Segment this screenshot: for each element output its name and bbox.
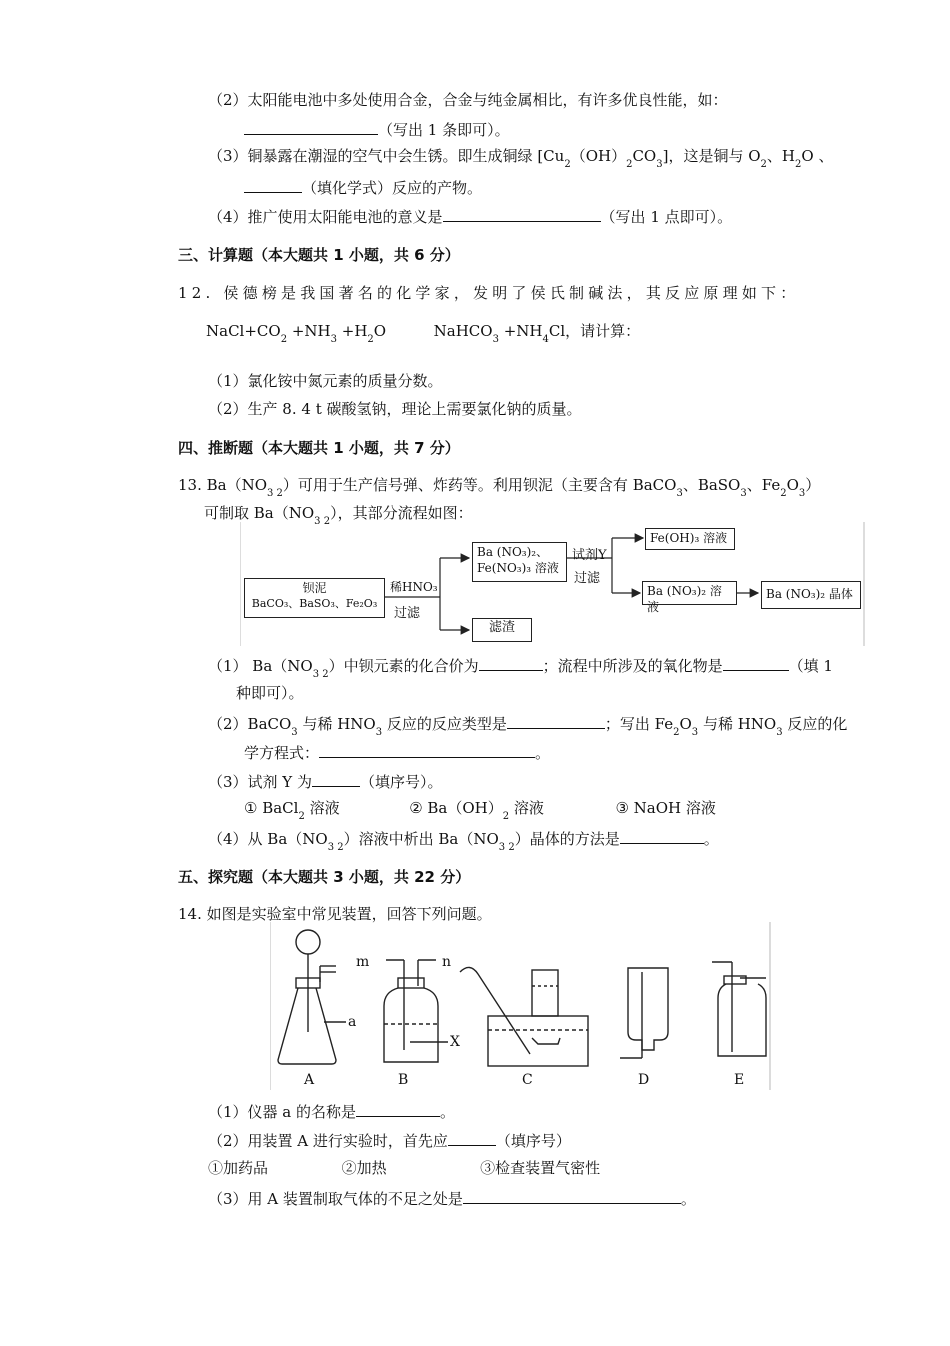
q12-part2: （2）生产 8. 4 t 碳酸氢钠，理论上需要氯化钠的质量。	[208, 400, 582, 418]
text: ② Ba（OH）	[409, 799, 503, 817]
text: （3）试剂 Y 为	[208, 773, 312, 791]
option-1	[244, 799, 340, 822]
text: ；流程中所涉及的氧化物是	[542, 657, 723, 675]
sub-2: 2	[280, 334, 288, 345]
sub-3: 3 2	[327, 842, 344, 853]
text: （填序号）	[495, 1132, 571, 1150]
text: （填 1	[788, 657, 833, 675]
q14-part3	[208, 1187, 696, 1209]
option-1: ①加药品	[208, 1159, 269, 1177]
text: （4）推广使用太阳能电池的意义是	[208, 208, 443, 226]
text: （填化学式）反应的产物。	[302, 179, 483, 197]
apparatus-figure	[270, 922, 772, 1090]
q14-stem: 14. 如图是实验室中常见装置，回答下列问题。	[178, 905, 492, 923]
sub-3: 3	[691, 727, 699, 738]
sub-3: 3	[656, 159, 663, 170]
label-m: m	[356, 954, 370, 970]
flow-box-nitrate-solution	[472, 542, 567, 582]
text: O 、	[801, 147, 834, 165]
q13-stem	[178, 475, 821, 499]
sub-2: 2	[780, 488, 787, 499]
q11-part2-tail: （写出 1 条即可）。	[378, 121, 510, 139]
answer-blank[interactable]	[356, 1100, 440, 1117]
option-3: ③ NaOH 溶液	[615, 799, 716, 817]
text: 。	[535, 744, 551, 762]
q12-equation	[206, 321, 641, 345]
option-2: ②加热	[341, 1159, 387, 1177]
text: （3）铜暴露在潮湿的空气中会生锈。即生成铜绿 [Cu	[208, 147, 565, 165]
flow-label-filter1: 过滤	[394, 606, 421, 621]
text: （4）从 Ba（NO	[208, 830, 328, 848]
text: ）溶液中析出 Ba（NO	[343, 830, 499, 848]
q11-part3	[208, 146, 834, 170]
label-n: n	[442, 954, 452, 970]
text: ）	[805, 476, 821, 494]
q11-part4	[208, 205, 732, 227]
sub-2: 2	[298, 811, 305, 822]
text: （写出 1 点即可）。	[600, 208, 733, 226]
q12-stem: 12. 侯德榜是我国著名的化学家，发明了侯氏制碱法，其反应原理如下：	[178, 284, 800, 302]
text: O	[373, 322, 387, 340]
q13-part2	[208, 712, 848, 738]
sub-3: 3	[330, 334, 337, 345]
text: 学方程式：	[244, 744, 320, 762]
text: 反应的化	[782, 715, 848, 733]
label-D: D	[638, 1072, 650, 1088]
text: ）晶体的方法是	[514, 830, 620, 848]
sub-3: 3	[676, 488, 683, 499]
q13-part1-cont: 种即可）。	[236, 684, 304, 702]
text: Ba (NO₃)₂、	[477, 545, 549, 559]
apparatus-drawing	[270, 922, 772, 1090]
text: 溶液	[509, 799, 544, 817]
text: 可制取 Ba（NO	[204, 504, 315, 522]
text: （OH）	[570, 147, 627, 165]
sub-3: 3	[740, 488, 747, 499]
answer-blank[interactable]	[620, 827, 704, 844]
text: 。	[440, 1103, 456, 1121]
sub-3: 3	[798, 488, 806, 499]
text: （2）用装置 A 进行实验时，首先应	[208, 1132, 448, 1150]
sub-2: 2	[673, 727, 680, 738]
sub-2: 2	[502, 811, 510, 822]
text: BaCO₃、BaSO₃、Fe₂O₃	[251, 597, 378, 610]
text: 、H	[766, 147, 795, 165]
answer-blank[interactable]	[507, 712, 605, 729]
text: +H	[336, 322, 368, 340]
text: NaCl+CO	[206, 322, 281, 340]
q13-part4	[208, 827, 719, 853]
answer-blank[interactable]	[319, 741, 535, 758]
text: （1）仪器 a 的名称是	[208, 1103, 357, 1121]
section-5-heading: 五、探究题（本大题共 3 小题，共 22 分）	[178, 868, 471, 886]
q14-options	[208, 1158, 600, 1178]
sub-3: 3	[776, 727, 783, 738]
text: ）可用于生产信号弹、炸药等。利用钡泥（主要含有 BaCO	[282, 476, 677, 494]
flow-box-residue: 滤渣	[472, 618, 532, 642]
text: 与稀 HNO	[698, 715, 777, 733]
q12-part1: （1）氯化铵中氮元素的质量分数。	[208, 372, 443, 390]
sub-3: 3	[375, 727, 383, 738]
answer-blank[interactable]	[723, 654, 789, 671]
sub-3: 3 2	[314, 516, 331, 527]
text: +NH	[287, 322, 331, 340]
option-3: ③检查装置气密性	[480, 1159, 601, 1177]
q11-part2	[208, 90, 728, 110]
text: CO	[632, 147, 657, 165]
q13-part3	[208, 770, 443, 792]
process-flow-diagram	[240, 522, 865, 646]
label-a: a	[348, 1014, 357, 1030]
label-B: B	[398, 1072, 409, 1088]
option-2	[409, 799, 544, 822]
text: 与稀 HNO	[297, 715, 376, 733]
q11-part2-answer	[244, 118, 510, 140]
answer-blank[interactable]	[443, 205, 601, 222]
flow-box-iron-hydroxide: Fe(OH)₃ 溶液	[645, 528, 735, 550]
answer-blank[interactable]	[312, 770, 360, 787]
text: NaHCO	[433, 322, 493, 340]
sub-3: 3 2	[267, 488, 283, 499]
text: 反应的反应类型是	[382, 715, 507, 733]
text: ；写出 Fe	[604, 715, 674, 733]
sub-2: 2	[795, 159, 802, 170]
text: 。	[703, 830, 719, 848]
sub-3: 3	[291, 727, 298, 738]
answer-blank[interactable]	[479, 654, 543, 671]
section-3-heading: 三、计算题（本大题共 1 小题，共 6 分）	[178, 246, 460, 264]
sub-2: 2	[564, 159, 571, 170]
flow-label-filter2: 过滤	[574, 571, 601, 586]
section-4-heading: 四、推断题（本大题共 1 小题，共 7 分）	[178, 439, 460, 457]
text: O	[786, 476, 799, 494]
flow-label-acid: 稀HNO₃	[390, 580, 438, 594]
sub-2: 2	[367, 334, 374, 345]
text: Cl，请计算：	[548, 322, 641, 340]
text: （1） Ba（NO	[208, 657, 313, 675]
text: +NH	[498, 322, 543, 340]
sub-2: 2	[626, 159, 633, 170]
text: 。	[680, 1190, 696, 1208]
text: （3）用 A 装置制取气体的不足之处是	[208, 1190, 463, 1208]
q13-stem-line2	[204, 503, 473, 527]
q14-part1	[208, 1100, 455, 1122]
text: 溶液	[304, 799, 340, 817]
sub-3: 3	[492, 334, 499, 345]
label-E: E	[734, 1072, 745, 1088]
text: 、BaSO	[682, 476, 741, 494]
flow-box-barium-mud	[244, 578, 385, 618]
answer-blank[interactable]	[463, 1187, 681, 1204]
q13-options	[244, 798, 716, 822]
text: ]，这是铜与 O	[662, 147, 761, 165]
label-A: A	[304, 1072, 315, 1088]
q13-part2-cont	[244, 741, 550, 763]
text: （2）BaCO	[208, 715, 292, 733]
q13-part1	[208, 654, 833, 680]
text: O	[679, 715, 692, 733]
answer-blank[interactable]	[244, 118, 378, 135]
text: Fe(NO₃)₃ 溶液	[477, 561, 559, 575]
sub-3: 3 2	[312, 669, 329, 680]
q11-part3-answer	[244, 176, 482, 198]
flow-label-reagent: 试剂Y	[572, 548, 607, 563]
flow-box-barium-nitrate-crystal: Ba (NO₃)₂ 晶体	[761, 581, 861, 609]
answer-blank[interactable]	[448, 1129, 496, 1146]
label-C: C	[522, 1072, 533, 1088]
text: 、Fe	[746, 476, 781, 494]
label-X: X	[450, 1034, 460, 1050]
text: ），其部分流程如图：	[330, 504, 473, 522]
sub-2: 2	[760, 159, 767, 170]
text: 13. Ba（NO	[178, 476, 268, 494]
text: 钡泥	[302, 581, 327, 595]
text: （填序号）。	[359, 773, 443, 791]
sub-4: 4	[542, 334, 549, 345]
text: ）中钡元素的化合价为	[328, 657, 479, 675]
q14-part2	[208, 1129, 571, 1151]
sub-3: 3 2	[498, 842, 515, 853]
answer-blank[interactable]	[244, 176, 302, 193]
q11-part2-text: （2）太阳能电池中多处使用合金，合金与纯金属相比，有许多优良性能，如：	[208, 91, 728, 109]
flow-box-barium-nitrate-solution: Ba (NO₃)₂ 溶液	[642, 581, 737, 605]
text: ① BaCl	[244, 799, 299, 817]
